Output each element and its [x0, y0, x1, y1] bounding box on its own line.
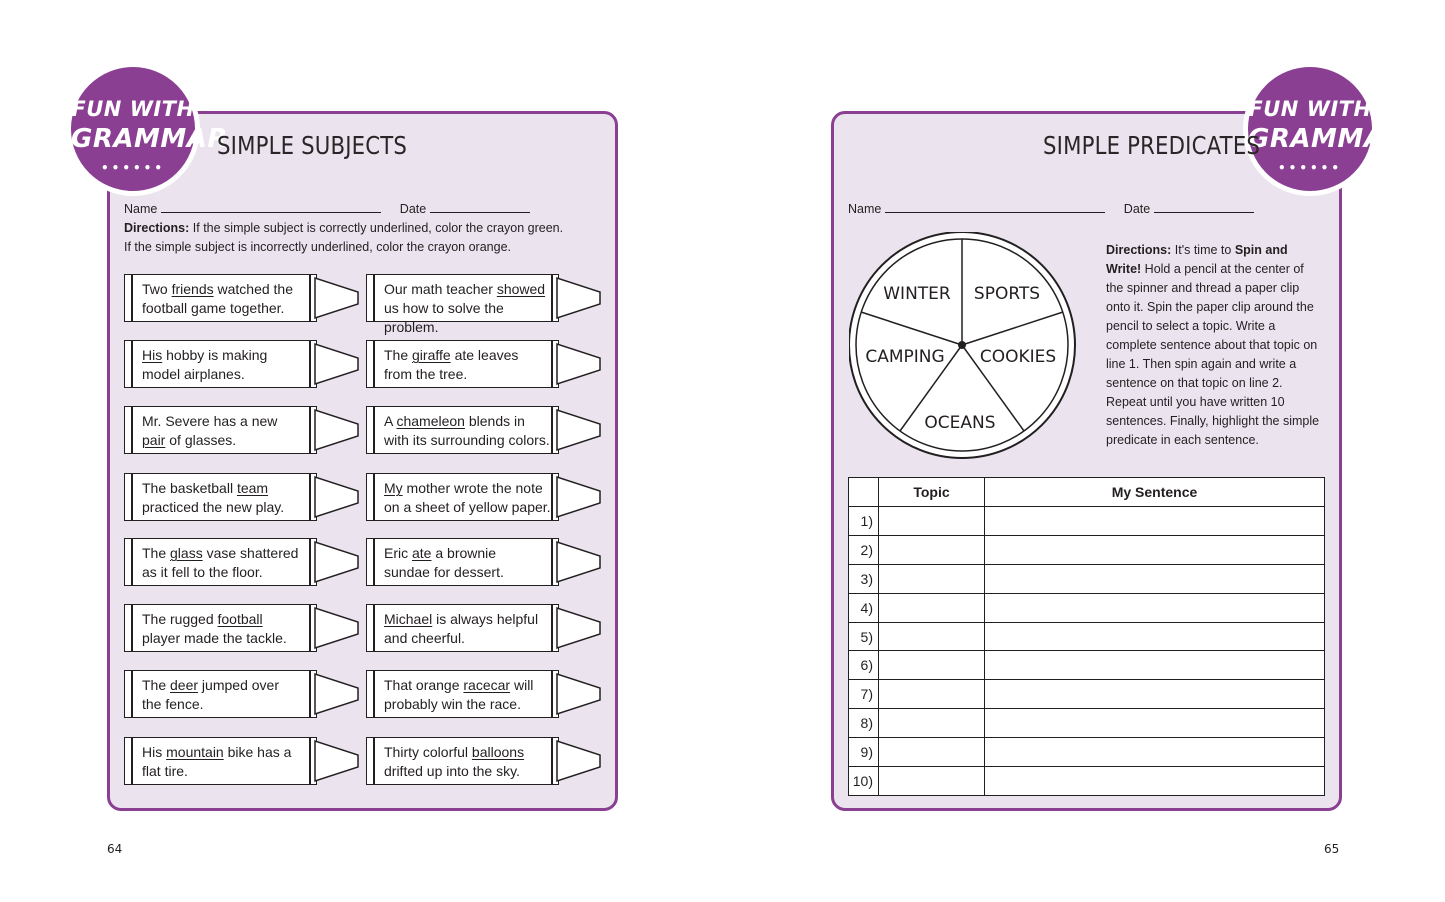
table-row — [849, 767, 1325, 796]
crayon-band — [131, 605, 133, 651]
badge-line1: FUN WITH — [71, 97, 195, 121]
sentence-text: as it fell to the floor. — [142, 564, 263, 580]
sentence-cell[interactable] — [985, 564, 1325, 593]
directions-left — [124, 219, 604, 257]
underlined-word: racecar — [463, 677, 511, 693]
crayon-item[interactable] — [366, 538, 604, 590]
sentence-cell[interactable] — [985, 535, 1325, 564]
table-row — [849, 680, 1325, 709]
sentence-text: The rugged — [142, 611, 218, 627]
sentence-text: football game together. — [142, 300, 285, 316]
table-row — [849, 738, 1325, 767]
crayon-sentence — [384, 479, 554, 517]
crayon-body — [124, 538, 317, 586]
sentence-text: His — [142, 744, 167, 760]
crayon-sentence-line — [384, 563, 554, 582]
crayon-tip-shape — [315, 741, 358, 781]
crayon-tip — [556, 538, 604, 588]
crayon-sentence-line — [384, 299, 554, 337]
directions-right — [1106, 241, 1322, 450]
sentence-text: Two — [142, 281, 172, 297]
crayon-sentence — [384, 610, 554, 648]
header-my-sentence: My Sentence — [985, 478, 1325, 507]
sentence-text: is always helpful — [432, 611, 539, 627]
page-number-left: 64 — [107, 842, 123, 856]
date-blank[interactable] — [430, 202, 530, 213]
sentence-text: The basketball — [142, 480, 237, 496]
spinner-label-cookies: COOKIES — [979, 347, 1057, 367]
underlined-word: pair — [142, 432, 166, 448]
crayon-body — [366, 538, 559, 586]
crayon-body — [366, 274, 559, 335]
sentence-text: That orange — [384, 677, 464, 693]
crayon-tip-shape — [557, 542, 600, 582]
sentence-text: mother wrote the note — [402, 480, 543, 496]
sentence-text: with its surrounding colors. — [384, 432, 550, 448]
underlined-word: friends — [171, 281, 214, 297]
date-label: Date — [1123, 202, 1151, 216]
crayon-sentence — [142, 280, 312, 318]
crayon-tip — [556, 274, 604, 324]
topic-cell[interactable] — [879, 593, 985, 622]
topic-cell[interactable] — [879, 738, 985, 767]
crayon-tip — [314, 604, 362, 654]
directions-label: Directions: — [1106, 243, 1172, 257]
sentence-text: of glasses. — [165, 432, 237, 448]
sentence-text: vase shattered — [202, 545, 299, 561]
table-row — [849, 593, 1325, 622]
underlined-word: giraffe — [412, 347, 451, 363]
sentence-text: watched the — [213, 281, 293, 297]
spinner-label-winter: WINTER — [883, 284, 951, 304]
crayon-tip-shape — [557, 344, 600, 384]
crayon-sentence — [384, 743, 554, 781]
sentence-cell[interactable] — [985, 651, 1325, 680]
topic-cell[interactable] — [879, 622, 985, 651]
crayon-tip-shape — [557, 410, 600, 450]
crayon-band — [131, 407, 133, 453]
topic-cell[interactable] — [879, 507, 985, 536]
crayon-body — [124, 473, 317, 521]
row-number: 8) — [849, 709, 879, 738]
row-number: 3) — [849, 564, 879, 593]
row-number: 6) — [849, 651, 879, 680]
crayon-band — [373, 474, 375, 520]
topic-cell[interactable] — [879, 564, 985, 593]
sentence-text: the fence. — [142, 696, 204, 712]
crayon-band — [131, 738, 133, 784]
underlined-word: balloons — [471, 744, 525, 760]
fun-with-grammar-badge-left — [66, 62, 228, 196]
crayon-sentence-line — [142, 629, 312, 648]
sentence-text: hobby is making — [162, 347, 268, 363]
crayon-tip — [556, 473, 604, 523]
sentence-text: bike has a — [223, 744, 292, 760]
row-number: 10) — [849, 767, 879, 796]
crayon-tip-shape — [557, 741, 600, 781]
crayon-tip-shape — [315, 477, 358, 517]
topic-cell[interactable] — [879, 709, 985, 738]
sentence-text: blends in — [464, 413, 525, 429]
name-label: Name — [848, 202, 882, 216]
badge-line2: GRAMMAR — [1248, 124, 1405, 154]
sentence-text: sundae for dessert. — [384, 564, 504, 580]
crayon-tip-shape — [557, 477, 600, 517]
date-label: Date — [399, 202, 427, 216]
directions-label: Directions: — [124, 221, 190, 235]
crayon-tip-shape — [557, 278, 600, 318]
underlined-word: glass — [170, 545, 203, 561]
crayon-band — [373, 605, 375, 651]
crayon-sentence-line — [142, 299, 312, 318]
crayon-tip — [314, 538, 362, 588]
crayon-band — [373, 539, 375, 585]
sentence-text: will — [510, 677, 534, 693]
sentence-text: probably win the race. — [384, 696, 521, 712]
badge-dots: •••••• — [100, 161, 166, 175]
crayon-band — [373, 407, 375, 453]
sentence-text: jumped over — [198, 677, 279, 693]
crayon-sentence-line — [142, 610, 312, 629]
underlined-word: team — [236, 480, 269, 496]
crayon-sentence-line — [142, 762, 312, 781]
sentence-text: Mr. Severe has a new — [142, 413, 278, 429]
crayon-tip — [556, 670, 604, 720]
crayon-sentence-line — [384, 412, 554, 431]
sentence-text: The — [142, 677, 171, 693]
table-row — [849, 564, 1325, 593]
spinner-label-camping: CAMPING — [865, 347, 945, 367]
crayon-tip-shape — [315, 542, 358, 582]
crayon-item[interactable] — [124, 538, 362, 590]
crayon-body — [124, 737, 317, 785]
badge-dots: •••••• — [1277, 161, 1343, 175]
sentence-text: The — [384, 347, 413, 363]
sentence-cell[interactable] — [985, 767, 1325, 796]
crayon-item[interactable] — [124, 737, 362, 789]
crayon-band — [131, 539, 133, 585]
crayon-tip-shape — [315, 344, 358, 384]
crayon-tip — [314, 406, 362, 456]
crayon-sentence-line — [142, 695, 312, 714]
directions-text-2: If the simple subject is incorrectly underlined, color the crayon orange. — [124, 240, 511, 254]
crayon-body — [124, 406, 317, 454]
sentence-text: flat tire. — [142, 763, 188, 779]
date-blank[interactable] — [1154, 202, 1254, 213]
crayon-item[interactable] — [366, 670, 604, 722]
crayon-item[interactable] — [366, 274, 604, 335]
header-topic: Topic — [879, 478, 985, 507]
crayon-item[interactable] — [366, 473, 604, 525]
sentence-cell[interactable] — [985, 593, 1325, 622]
sentence-text: player made the tackle. — [142, 630, 287, 646]
crayon-item[interactable] — [366, 406, 604, 458]
crayon-item[interactable] — [124, 340, 362, 392]
crayon-sentence-line — [142, 365, 312, 384]
name-date-row-right — [848, 202, 1254, 216]
directions-text: If the simple subject is correctly underlined, color the crayon green. — [189, 221, 564, 235]
crayon-item[interactable] — [124, 473, 362, 525]
crayon-sentence-line — [142, 431, 312, 450]
crayon-sentence — [384, 412, 554, 450]
crayon-tip-shape — [557, 608, 600, 648]
crayon-item[interactable] — [124, 406, 362, 458]
row-number: 9) — [849, 738, 879, 767]
fun-with-grammar-badge-right — [1243, 62, 1405, 196]
sentence-text: on a sheet of yellow paper. — [384, 499, 551, 515]
crayon-sentence — [142, 544, 312, 582]
table-row — [849, 709, 1325, 738]
crayon-band — [131, 474, 133, 520]
crayon-body — [124, 274, 317, 322]
crayon-sentence — [142, 676, 312, 714]
page-title-simple-subjects: SIMPLE SUBJECTS — [217, 131, 408, 160]
crayon-sentence-line — [142, 544, 312, 563]
sentence-text: from the tree. — [384, 366, 468, 382]
name-blank[interactable] — [161, 202, 381, 213]
table-row — [849, 651, 1325, 680]
row-number: 1) — [849, 507, 879, 536]
topic-cell[interactable] — [879, 535, 985, 564]
sentence-cell[interactable] — [985, 622, 1325, 651]
crayon-band — [373, 275, 375, 321]
crayon-tip — [314, 473, 362, 523]
sentence-text: us how to solve the problem. — [384, 300, 504, 335]
table-header-row — [849, 478, 1325, 507]
crayon-tip — [556, 737, 604, 787]
row-number: 4) — [849, 593, 879, 622]
topic-sentence-table — [848, 477, 1325, 796]
crayon-tip-shape — [315, 278, 358, 318]
page-number-right: 65 — [1324, 842, 1340, 856]
crayon-sentence-line — [384, 629, 554, 648]
crayon-tip — [314, 737, 362, 787]
crayon-sentence-line — [142, 280, 312, 299]
directions-bold-spin-and-write: Spin and Write! — [1106, 243, 1288, 276]
sentence-text: practiced the new play. — [142, 499, 285, 515]
row-number: 7) — [849, 680, 879, 709]
underlined-word: showed — [496, 281, 546, 297]
crayon-sentence-line — [142, 498, 312, 517]
crayon-sentence-line — [384, 544, 554, 563]
crayon-sentence-line — [384, 610, 554, 629]
crayon-item[interactable] — [124, 274, 362, 326]
crayon-tip — [314, 670, 362, 720]
crayon-body — [366, 670, 559, 718]
crayon-sentence-line — [142, 743, 312, 762]
sentence-text: Eric — [384, 545, 412, 561]
crayon-item[interactable] — [366, 604, 604, 656]
crayon-sentence-line — [384, 365, 554, 384]
crayon-item[interactable] — [124, 670, 362, 722]
sentence-cell[interactable] — [985, 709, 1325, 738]
crayon-body — [124, 604, 317, 652]
sentence-text: drifted up into the sky. — [384, 763, 520, 779]
underlined-word: His — [142, 347, 163, 363]
crayon-band — [373, 341, 375, 387]
underlined-word: My — [384, 480, 403, 496]
crayon-tip-shape — [315, 608, 358, 648]
name-label: Name — [124, 202, 158, 216]
crayon-tip — [556, 604, 604, 654]
table-row — [849, 622, 1325, 651]
underlined-word: ate — [412, 545, 432, 561]
sentence-text: The — [142, 545, 171, 561]
directions-text-2: Hold a pencil at the center of the spinner and thread a paper clip onto it. Spin the paper clip around the pencil to select a topic. Write a complete sentence about that topic on line 1. Then spin again and write a sentence on that topic on line 2. Repeat until you have written 10 sentences. Finally, highlight the simple predicate in each sentence. — [1106, 262, 1320, 447]
sentence-text: Our math teacher — [384, 281, 497, 297]
crayon-sentence — [384, 676, 554, 714]
topic-cell[interactable] — [879, 651, 985, 680]
crayon-body — [366, 340, 559, 388]
crayon-sentence — [142, 610, 312, 648]
crayon-sentence — [142, 412, 312, 450]
crayon-body — [366, 406, 559, 454]
sentence-text: a brownie — [431, 545, 497, 561]
row-number: 5) — [849, 622, 879, 651]
table-row — [849, 507, 1325, 536]
crayon-sentence-line — [142, 563, 312, 582]
crayon-sentence-line — [142, 676, 312, 695]
sentence-cell[interactable] — [985, 507, 1325, 536]
table-row — [849, 535, 1325, 564]
badge-line2: GRAMMAR — [71, 124, 228, 154]
crayon-sentence — [384, 544, 554, 582]
name-date-row-left — [124, 202, 530, 216]
crayon-body — [366, 473, 559, 521]
underlined-word: football — [217, 611, 263, 627]
row-number: 2) — [849, 535, 879, 564]
crayon-sentence-line — [142, 479, 312, 498]
crayon-sentence-line — [384, 676, 554, 695]
directions-text-1: It's time to — [1171, 243, 1235, 257]
badge-line1: FUN WITH — [1248, 97, 1372, 121]
underlined-word: mountain — [166, 744, 224, 760]
topic-spinner — [849, 232, 1077, 460]
sentence-text: A — [384, 413, 397, 429]
crayon-band — [131, 275, 133, 321]
crayon-tip — [314, 274, 362, 324]
crayon-sentence-line — [384, 498, 554, 517]
crayon-sentence — [142, 743, 312, 781]
crayon-sentence-line — [384, 762, 554, 781]
spinner-label-oceans: OCEANS — [924, 413, 996, 433]
crayon-body — [124, 340, 317, 388]
sentence-text: Thirty colorful — [384, 744, 472, 760]
crayon-body — [366, 737, 559, 785]
crayon-sentence-line — [384, 479, 554, 498]
spinner-label-sports: SPORTS — [973, 284, 1041, 304]
crayon-body — [124, 670, 317, 718]
sentence-cell[interactable] — [985, 680, 1325, 709]
crayon-tip-shape — [557, 674, 600, 714]
topic-cell[interactable] — [879, 680, 985, 709]
crayon-sentence-line — [142, 412, 312, 431]
crayon-sentence — [384, 280, 554, 337]
crayon-sentence — [142, 346, 312, 384]
spinner-center-dot — [958, 341, 966, 349]
crayon-sentence-line — [384, 695, 554, 714]
page-title-simple-predicates: SIMPLE PREDICATES — [1043, 131, 1261, 160]
crayon-sentence — [384, 346, 554, 384]
crayon-band — [373, 738, 375, 784]
crayon-sentence-line — [142, 346, 312, 365]
crayon-tip — [314, 340, 362, 390]
crayon-tip — [556, 340, 604, 390]
crayon-tip-shape — [315, 410, 358, 450]
crayon-sentence-line — [384, 743, 554, 762]
header-number — [849, 478, 879, 507]
crayon-item[interactable] — [366, 737, 604, 789]
crayon-sentence-line — [384, 346, 554, 365]
name-blank[interactable] — [885, 202, 1105, 213]
crayon-body — [366, 604, 559, 652]
sentence-text: and cheerful. — [384, 630, 465, 646]
crayon-item[interactable] — [124, 604, 362, 656]
crayon-band — [131, 671, 133, 717]
crayon-tip — [556, 406, 604, 456]
underlined-word: deer — [170, 677, 199, 693]
crayon-band — [373, 671, 375, 717]
sentence-text: ate leaves — [450, 347, 519, 363]
crayon-band — [131, 341, 133, 387]
crayon-sentence-line — [384, 280, 554, 299]
sentence-text: model airplanes. — [142, 366, 245, 382]
crayon-sentence — [142, 479, 312, 517]
underlined-word: Michael — [384, 611, 433, 627]
sentence-cell[interactable] — [985, 738, 1325, 767]
crayon-sentence-line — [384, 431, 554, 450]
crayon-item[interactable] — [366, 340, 604, 392]
topic-cell[interactable] — [879, 767, 985, 796]
crayon-tip-shape — [315, 674, 358, 714]
underlined-word: chameleon — [396, 413, 465, 429]
